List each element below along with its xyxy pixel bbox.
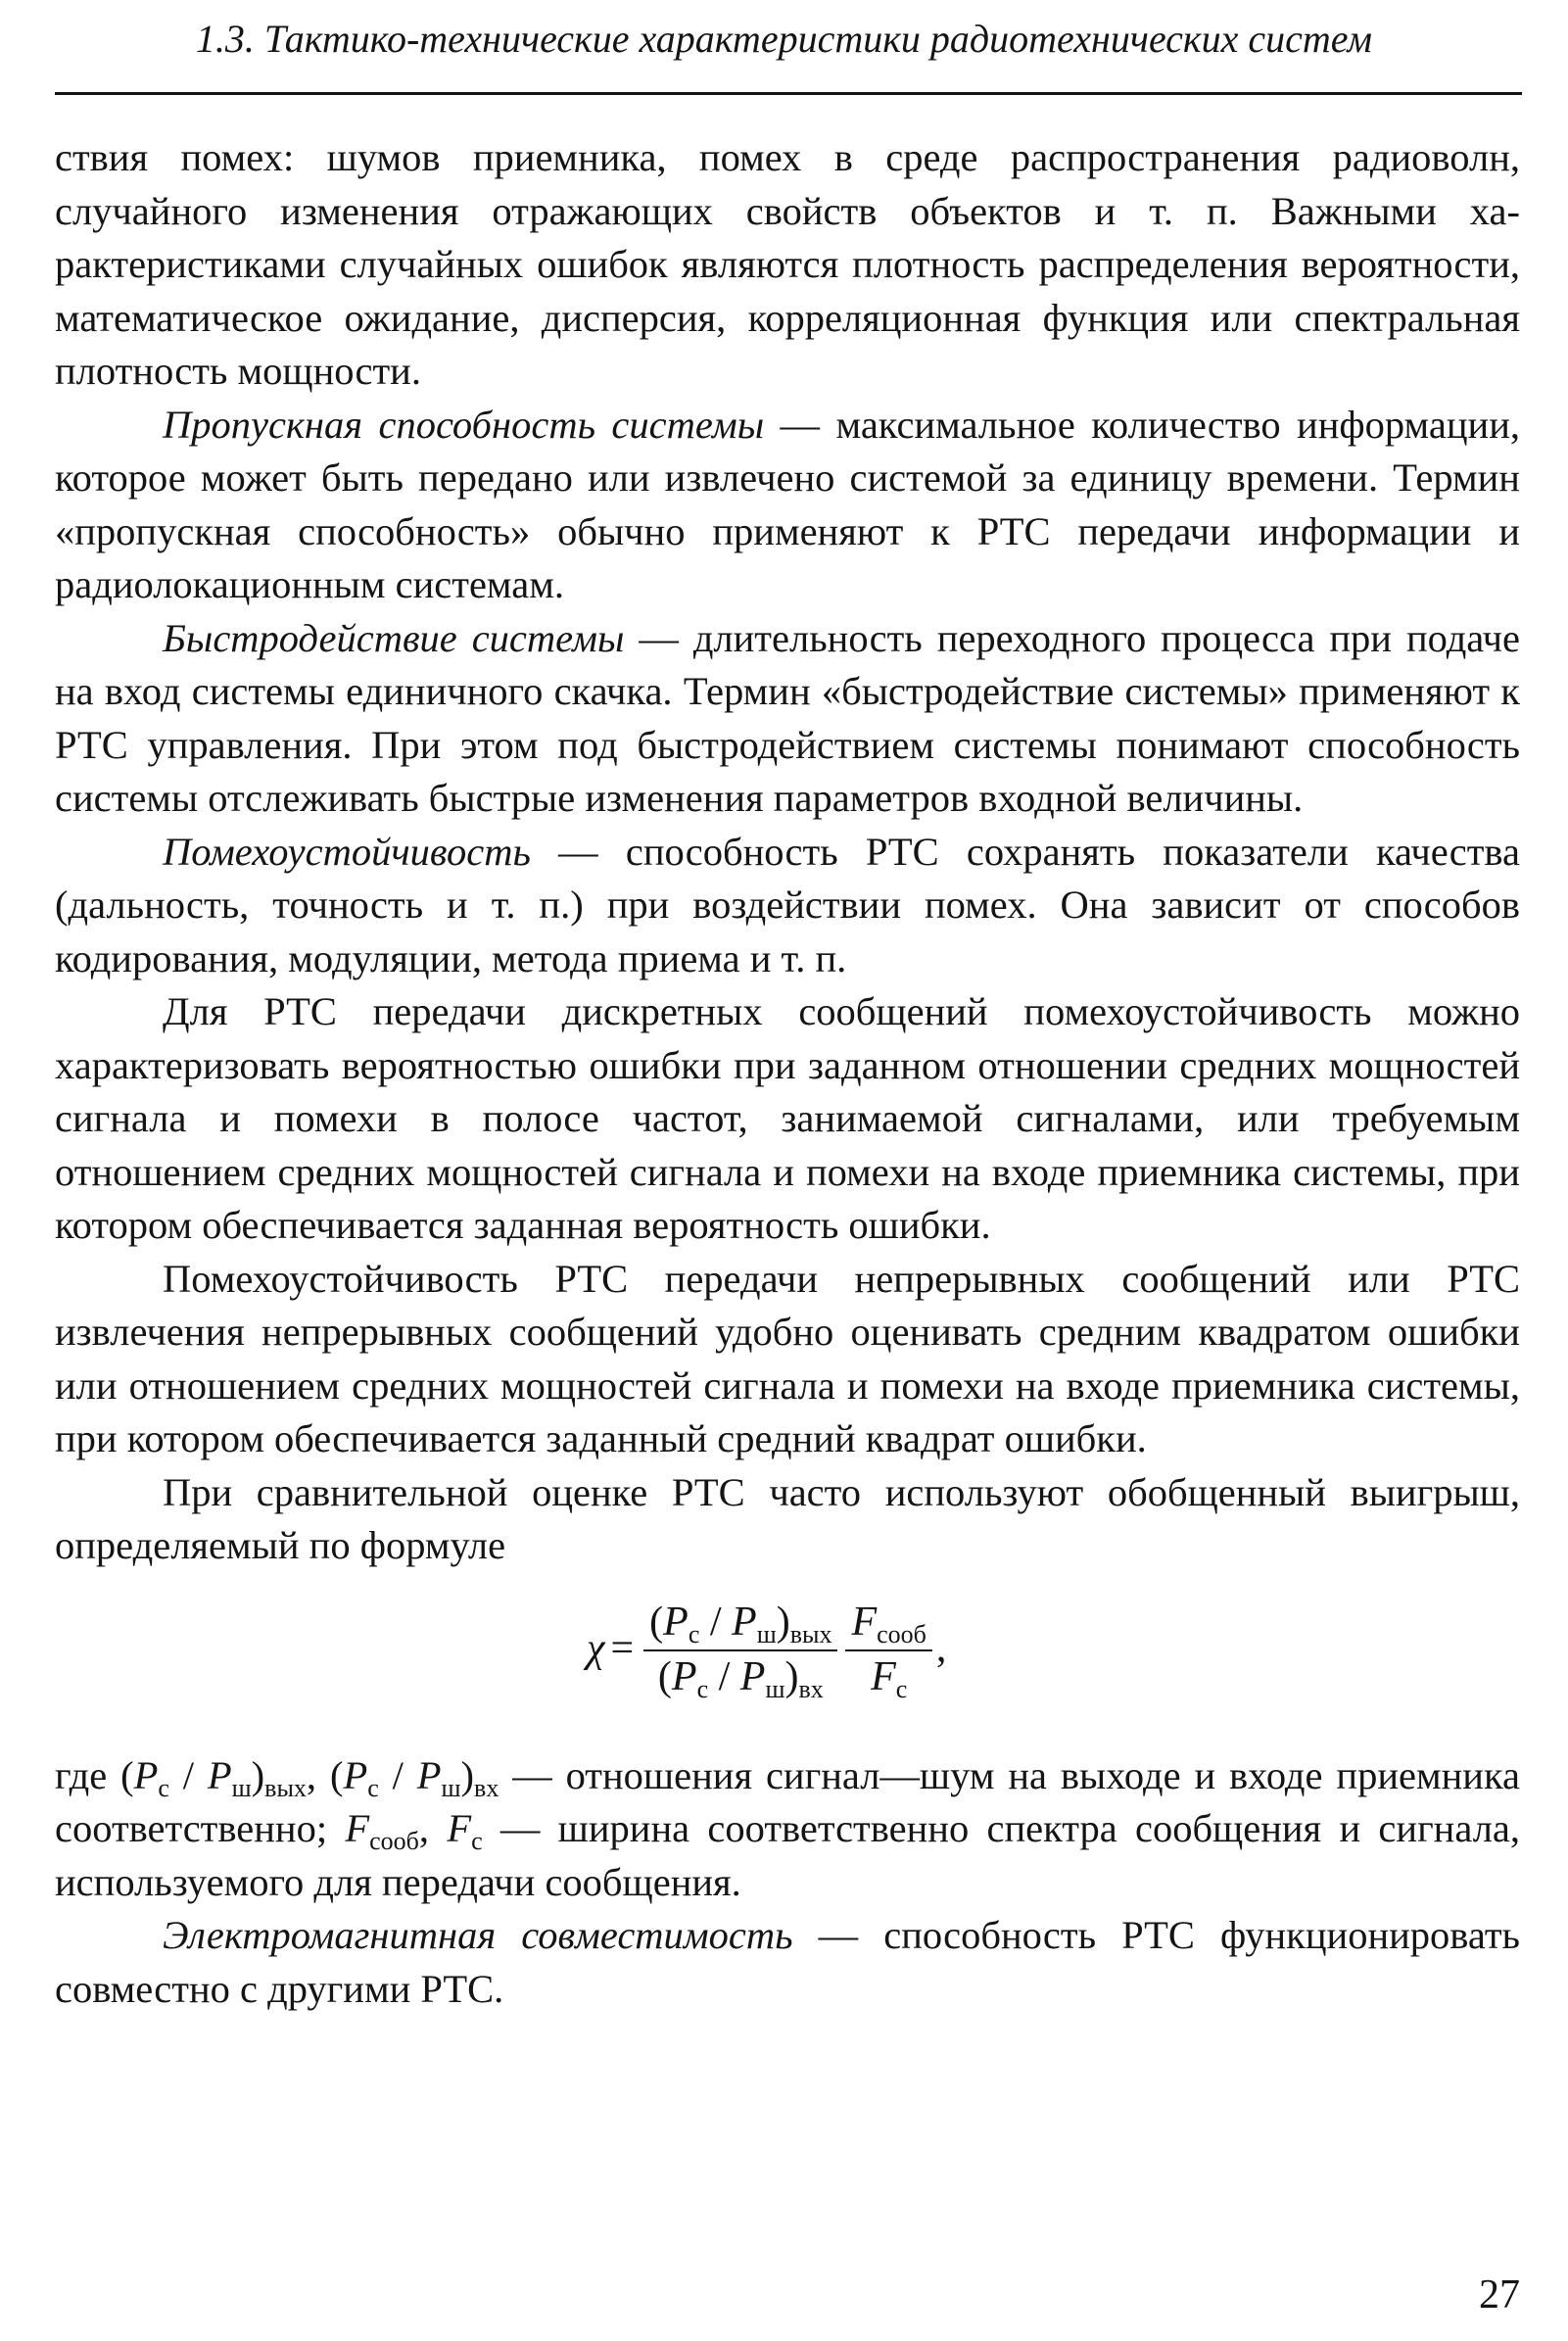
paragraph-noise-immunity (55, 826, 1520, 986)
running-title: 1.3. Тактико-технические характеристики радиотехнических систем (195, 17, 1373, 61)
header-rule (55, 92, 1522, 95)
paragraph-text: Помехоустойчивость РТС передачи непрерывных сообщений или РТС извлечения непрерывных сообщений удобно оценивать средним квадратом ошибки или отношением средних мощностей сигнала и помехи на входе приемника системы, при котором обеспечивается заданный средний квадрат ошибки. (55, 1256, 1520, 1460)
paragraph-text: При сравнительной оценке РТС часто используют обобщенный выигрыш, определяемый по формуле (55, 1469, 1520, 1567)
term-throughput: Пропускная способность системы (163, 402, 765, 447)
paragraph-speed (55, 612, 1520, 826)
body-text (55, 131, 1520, 2016)
paragraph-emc (55, 1909, 1520, 2016)
gain-formula (587, 1599, 947, 1703)
term-emc: Электромагнитная совместимость (163, 1913, 793, 1957)
paragraph-text: — максимальное количество информации, которое может быть передано или извлечено системой за единицу времени. Термин «пропускная способность» обычно применяют к РТС передачи информации и радиолокационным системам. (55, 402, 1521, 606)
inline-f-signal: $F_c$ (447, 1806, 483, 1855)
fraction-bandwidth-numerator: $F_{сооб}$ (845, 1600, 931, 1651)
formula-block (55, 1573, 1520, 1749)
fraction-bandwidth-denominator: $F_c$ (871, 1653, 908, 1703)
paragraph-discrete (55, 985, 1520, 1253)
paragraph-continuous (55, 1253, 1520, 1466)
inline-f-msg: $F_{сооб}$ (345, 1806, 419, 1855)
inline-snr-out: $(P_c / P_ш)_{вых}$ (120, 1752, 307, 1802)
fraction-snr-denominator: $(P_c / P_ш)_{вх}$ (657, 1653, 824, 1703)
paragraph-text: — способность РТС сохранять показатели качества (дальность, точность и т. п.) при воздействии помех. Она зависит от способов кодирования, модуляции, метода приема и т. п. (55, 829, 1520, 980)
paragraph-throughput (55, 399, 1520, 612)
formula-chi: χ (587, 1626, 605, 1672)
fraction-snr (643, 1599, 837, 1703)
fraction-bandwidth (845, 1599, 931, 1703)
paragraph-where: где $(P_c / P_ш)_{вых}$, $(P_c / P_ш)_{вх}$ — отношения сигнал—шум на выходе и входе приемника соответственно; $F_{сооб}$, $F_c$ — ширина соответственно спектра сообщения и сигнала, используемого для передачи сообщения. (55, 1752, 1520, 1904)
term-noise-immunity: Помехоустойчивость (163, 829, 531, 874)
term-speed: Быстродействие системы (163, 615, 625, 660)
paragraph-text: ствия помех: шумов приемника, помех в среде распространения радиоволн, случайного изменения отражающих свойств объектов и т. п. Важными характеристиками случайных ошибок являются плотность распределения вероятности, математическое ожидание, дисперсия, корреляционная функция или спектральная плотность мощности. (55, 135, 1520, 393)
formula-equals: = (610, 1626, 635, 1672)
paragraph-text: Для РТС передачи дискретных сообщений помехоустойчивость можно характеризовать вероятностью ошибки при заданном отношении средних мощностей сигнала и помехи в полосе частот, занимаемой сигналами, или требуемым отношением средних мощностей сигнала и помехи на входе приемника системы, при котором обеспечивается заданная вероятность ошибки. (55, 989, 1520, 1247)
paragraph-text: — способность РТС функционировать совместно с другими РТС. (55, 1913, 1520, 2011)
page-number: 27 (1479, 2272, 1520, 2317)
inline-snr-in: $(P_c / P_ш)_{вх}$ (329, 1752, 499, 1802)
paragraph-continuation (55, 131, 1520, 399)
paragraph-formula-intro (55, 1466, 1520, 1573)
paragraph-text: — длительность переходного процесса при подаче на вход системы единичного скачка. Термин «быстродействие системы» применяют к РТС управления. При этом под быстродействием системы понимают способность системы отслеживать быстрые изменения параметров входной величины. (55, 615, 1521, 820)
formula-comma: , (935, 1626, 947, 1672)
fraction-snr-numerator: $(P_c / P_ш)_{вых}$ (643, 1600, 837, 1651)
